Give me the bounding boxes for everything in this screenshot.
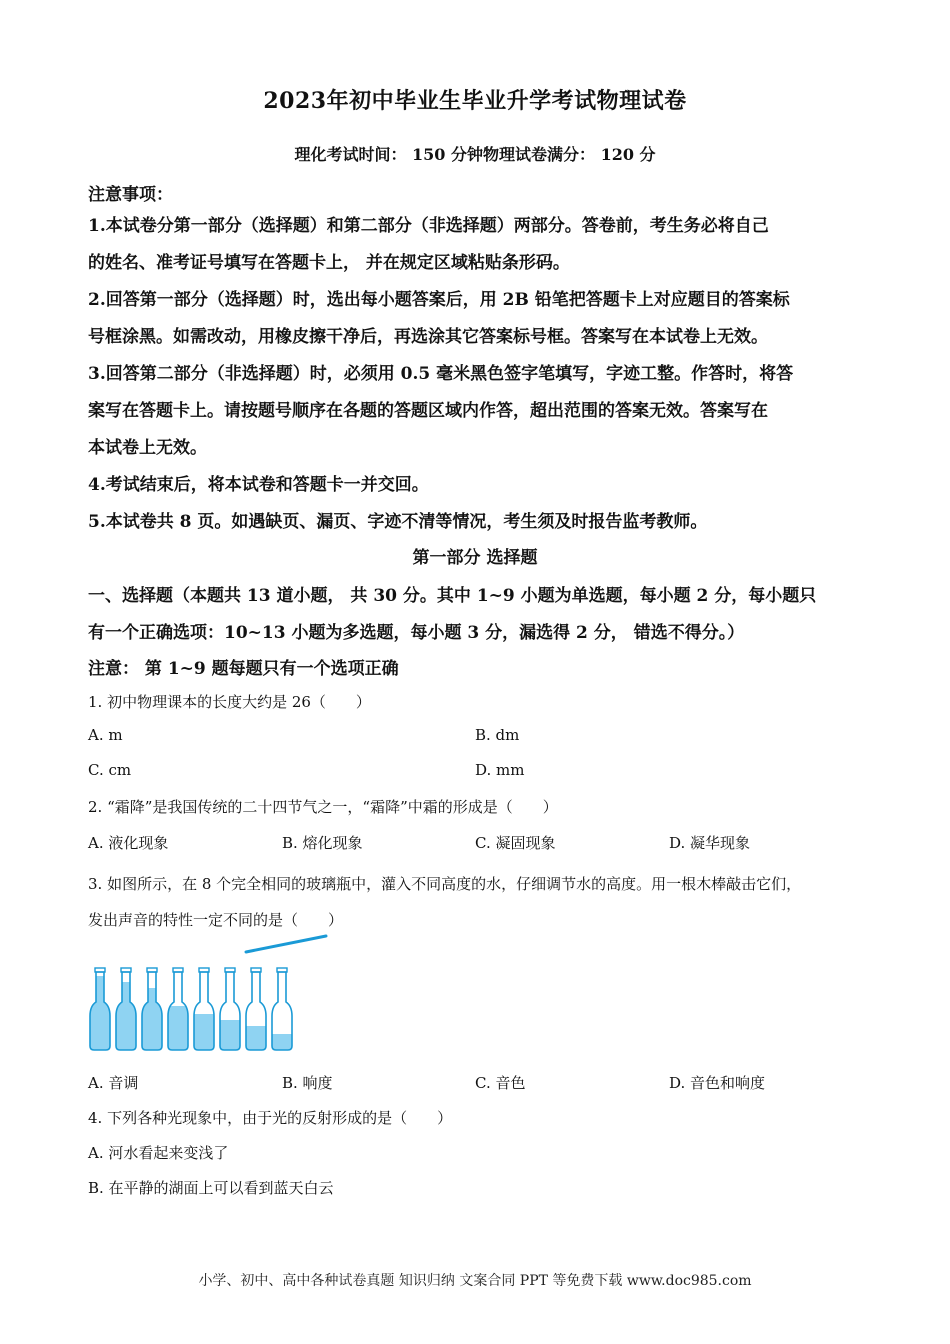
notice-line: 2.回答第一部分（选择题）时，选出每小题答案后，用 2B 铅笔把答题卡上对应题目的答案标 — [88, 290, 790, 310]
glass-bottle — [218, 968, 242, 1052]
notice-line: 本试卷上无效。 — [88, 438, 207, 458]
page-footer: 小学、初中、高中各种试卷真题 知识归纳 文案合同 PPT 等免费下载 www.doc985.com — [198, 1273, 752, 1289]
question-3-option-b[interactable]: B. 响度 — [282, 1074, 333, 1092]
water-level — [88, 976, 112, 1052]
glass-bottle — [88, 968, 112, 1052]
notice-line: 号框涂黑。如需改动，用橡皮擦干净后，再选涂其它答案标号框。答案写在本试卷上无效。 — [88, 327, 768, 347]
glass-bottle — [192, 968, 216, 1052]
question-4-stem: 4. 下列各种光现象中，由于光的反射形成的是（ ） — [88, 1109, 453, 1127]
glass-bottle — [166, 968, 190, 1052]
notice-line: 1.本试卷分第一部分（选择题）和第二部分（非选择题）两部分。答卷前，考生务必将自己 — [88, 216, 769, 236]
question-1-option-c[interactable]: C. cm — [88, 761, 132, 779]
question-2-stem: 2. “霜降”是我国传统的二十四节气之一，“霜降”中霜的形成是（ ） — [88, 798, 558, 816]
question-1-option-b[interactable]: B. dm — [475, 726, 520, 744]
question-3-option-a[interactable]: A. 音调 — [88, 1074, 139, 1092]
notice-line: 3.回答第二部分（非选择题）时，必须用 0.5 毫米黑色签字笔填写，字迹工整。作答时，将答 — [88, 364, 794, 384]
water-level — [166, 1006, 190, 1052]
question-4-option-b[interactable]: B. 在平静的湖面上可以看到蓝天白云 — [88, 1179, 334, 1197]
notice-line: 的姓名、准考证号填写在答题卡上， 并在规定区域粘贴条形码。 — [88, 253, 570, 273]
notice-line: 4.考试结束后，将本试卷和答题卡一并交回。 — [88, 475, 429, 495]
question-4-option-a[interactable]: A. 河水看起来变浅了 — [88, 1144, 229, 1162]
glass-bottle — [114, 968, 138, 1052]
exam-time-and-score: 理化考试时间： 150 分钟物理试卷满分： 120 分 — [294, 145, 656, 164]
question-2-option-d[interactable]: D. 凝华现象 — [669, 834, 751, 852]
water-level — [192, 1014, 216, 1052]
glass-bottle — [270, 968, 294, 1052]
question-3-stem-line: 发出声音的特性一定不同的是（ ） — [88, 911, 344, 929]
question-3-stem — [88, 866, 878, 938]
question-2-option-b[interactable]: B. 熔化现象 — [282, 834, 363, 852]
question-1-option-d[interactable]: D. mm — [475, 761, 525, 779]
notice-line: 5.本试卷共 8 页。如遇缺页、漏页、字迹不清等情况，考生须及时报告监考教师。 — [88, 512, 708, 532]
water-level — [244, 1026, 268, 1052]
section-intro-line: 有一个正确选项：10~13 小题为多选题，每小题 3 分，漏选得 2 分， 错选不得分。） — [88, 623, 745, 643]
section-intro-line: 一、选择题（本题共 13 道小题， 共 30 分。其中 1~9 小题为单选题，每小题 2 分，每小题只 — [88, 586, 817, 606]
notice-heading: 注意事项： — [88, 185, 173, 205]
question-2-option-a[interactable]: A. 液化现象 — [88, 834, 169, 852]
glass-bottle — [140, 968, 164, 1052]
section-title: 第一部分 选择题 — [412, 548, 538, 568]
water-level — [114, 982, 138, 1052]
notice-list — [88, 208, 868, 541]
page-title: 2023年初中毕业生毕业升学考试物理试卷 — [263, 88, 687, 114]
glass-bottle — [244, 968, 268, 1052]
question-1-stem: 1. 初中物理课本的长度大约是 26（ ） — [88, 693, 371, 711]
question-3-stem-line: 3. 如图所示，在 8 个完全相同的玻璃瓶中，灌入不同高度的水，仔细调节水的高度。用一根木棒敲击它们， — [88, 875, 802, 893]
water-level — [140, 988, 164, 1052]
wooden-stick — [246, 936, 326, 952]
glass-bottles-icon — [88, 930, 338, 1056]
question-3-option-d[interactable]: D. 音色和响度 — [669, 1074, 766, 1092]
single-choice-note: 注意： 第 1~9 题每题只有一个选项正确 — [88, 659, 399, 679]
section-intro — [88, 578, 868, 652]
question-2-option-c[interactable]: C. 凝固现象 — [475, 834, 556, 852]
question-1-option-a[interactable]: A. m — [88, 726, 123, 744]
notice-line: 案写在答题卡上。请按题号顺序在各题的答题区域内作答，超出范围的答案无效。答案写在 — [88, 401, 768, 421]
question-3-option-c[interactable]: C. 音色 — [475, 1074, 526, 1092]
water-level — [218, 1020, 242, 1052]
